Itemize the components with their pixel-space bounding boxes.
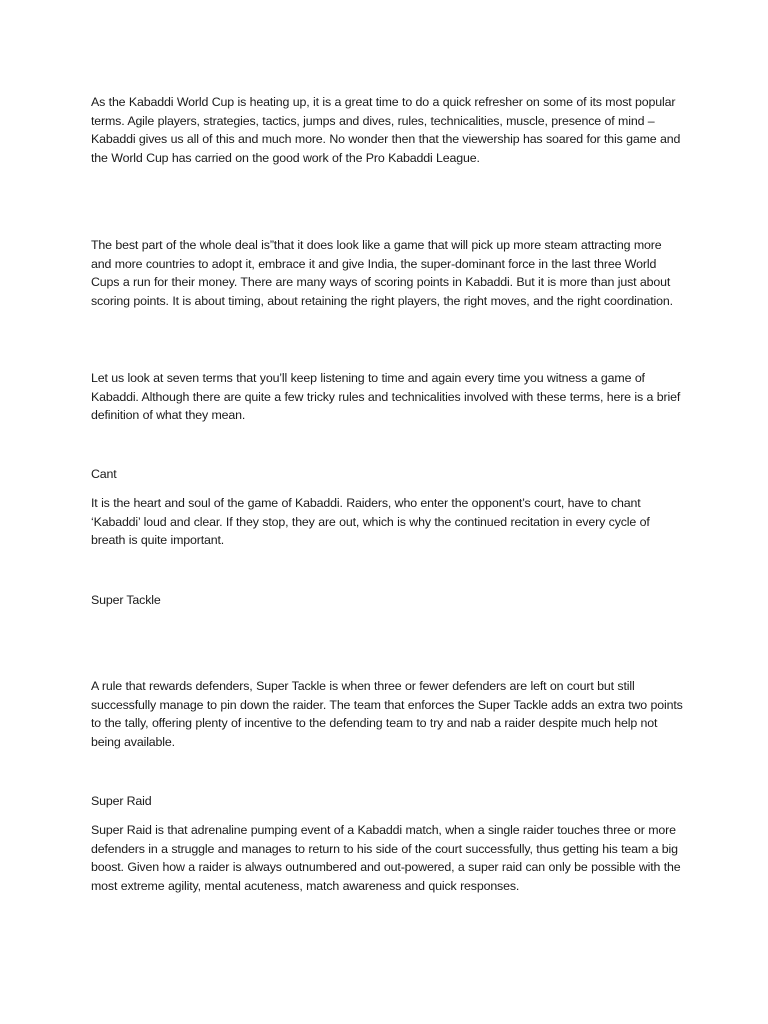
intro-paragraph: As the Kabaddi World Cup is heating up, it is a great time to do a quick refresher on some of its most popular terms. Agile players, strategies, tactics, jumps and dives, rules, technicalities, muscle, presence of mind – Kabaddi gives us all of this and much more. No wonder then that the viewership has soared for this game and the World Cup has carried on the good work of the Pro Kabaddi League. [91, 95, 681, 166]
super-tackle-heading: Super Tackle [91, 593, 161, 607]
super-raid-paragraph: Super Raid is that adrenaline pumping event of a Kabaddi match, when a single raider touches three or more defenders in a struggle and manages to return to his side of the court successfully, thus getting his team a big boost. Given how a raider is always outnumbered and out-powered, a super raid can only be possible with the most extreme agility, mental acuteness, match awareness and quick responses. [91, 823, 681, 894]
best-part-paragraph: The best part of the whole deal is”that it does look like a game that will pick up more steam attracting more and more countries to adopt it, embrace it and give India, the super-dominant force in the last three World Cups a run for their money. There are many ways of scoring points in Kabaddi. But it is more than just about scoring points. It is about timing, about retaining the right players, the right moves, and the right coordination. [91, 238, 673, 309]
cant-paragraph: It is the heart and soul of the game of Kabaddi. Raiders, who enter the opponent’s court, have to chant ‘Kabaddi’ loud and clear. If they stop, they are out, which is why the continued recitation in every cycle of breath is quite important. [91, 496, 650, 548]
seven-terms-paragraph: Let us look at seven terms that you’ll keep listening to time and again every time you witness a game of Kabaddi. Although there are quite a few tricky rules and technicalities involved with these terms, here is a brief definition of what they mean. [91, 371, 681, 423]
super-tackle-paragraph: A rule that rewards defenders, Super Tackle is when three or fewer defenders are left on court but still successfully manage to pin down the raider. The team that enforces the Super Tackle adds an extra two points to the tally, offering plenty of incentive to the defending team to try and nab a raider despite much help not being available. [91, 679, 683, 750]
super-raid-heading: Super Raid [91, 794, 152, 808]
cant-heading: Cant [91, 467, 117, 481]
